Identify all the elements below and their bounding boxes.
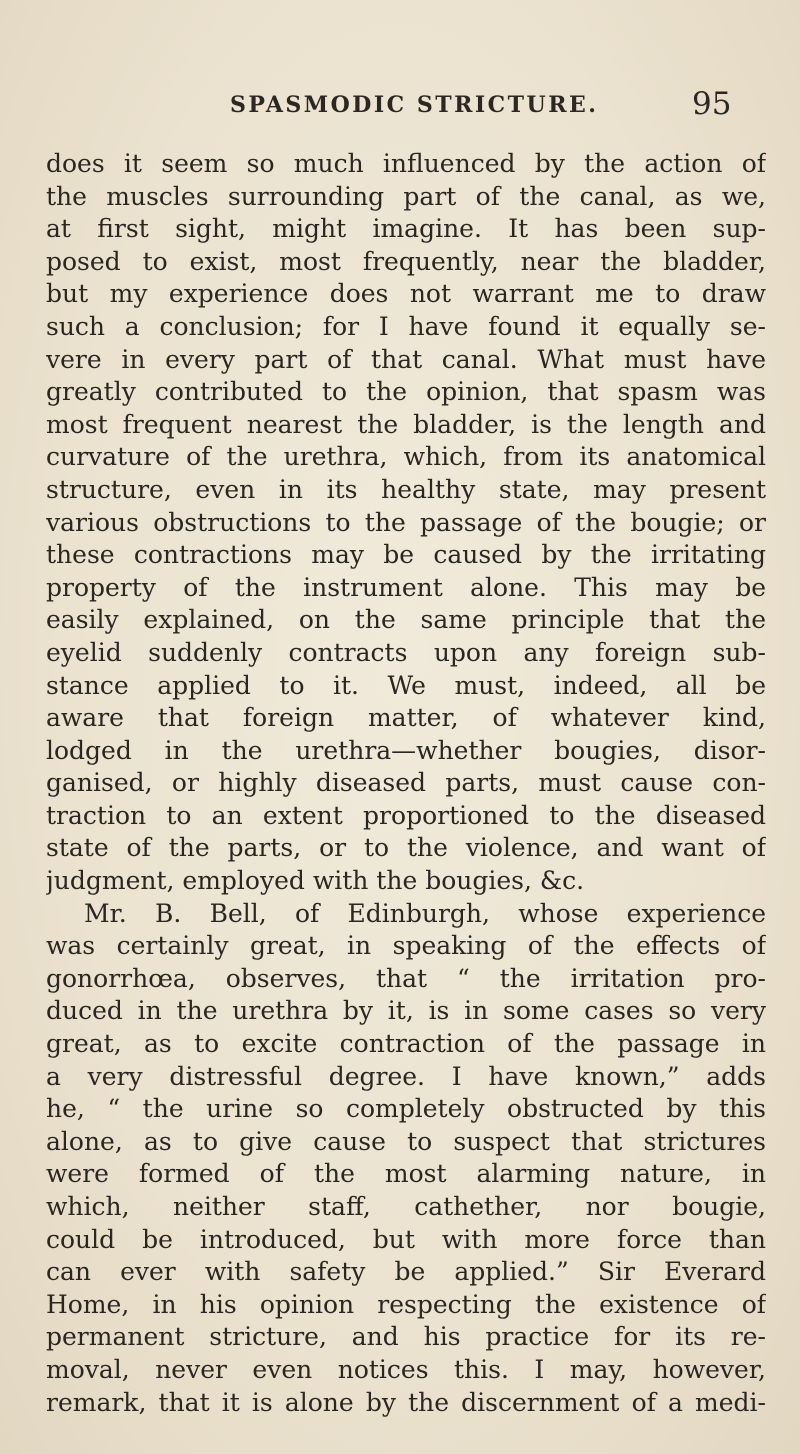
- text-line: could be introduced, but with more force than: [46, 1224, 766, 1254]
- text-line: the muscles surrounding part of the canal, as we,: [46, 181, 766, 211]
- text-line: aware that foreign matter, of whatever kind,: [46, 703, 766, 733]
- text-line: easily explained, on the same principle that the: [46, 605, 766, 635]
- text-line: moval, never even notices this. I may, however,: [46, 1354, 766, 1384]
- text-line: great, as to excite contraction of the passage in: [46, 1029, 766, 1059]
- text-line: alone, as to give cause to suspect that strictures: [46, 1126, 766, 1156]
- text-line: property of the instrument alone. This may be: [46, 572, 766, 602]
- text-line: such a conclusion; for I have found it equally se-: [46, 311, 766, 341]
- text-line: ganised, or highly diseased parts, must cause con-: [46, 768, 766, 798]
- text-line: but my experience does not warrant me to draw: [46, 279, 766, 309]
- text-line: does it seem so much influenced by the action of: [46, 149, 766, 178]
- text-line: eyelid suddenly contracts upon any foreign sub-: [46, 637, 766, 667]
- text-line: state of the parts, or to the violence, and want of: [46, 833, 766, 863]
- text-line: duced in the urethra by it, is in some cases so very: [46, 996, 766, 1026]
- paragraph-start-line: Mr. B. Bell, of Edinburgh, whose experience: [84, 898, 766, 928]
- text-line: which, neither staff, cathether, nor bougie,: [46, 1192, 766, 1221]
- text-line: were formed of the most alarming nature, in: [46, 1159, 766, 1189]
- text-line: lodged in the urethra—whether bougies, disor-: [46, 735, 766, 765]
- text-line: various obstructions to the passage of the bougie; or: [46, 507, 766, 537]
- text-line: traction to an extent proportioned to the diseased: [46, 800, 766, 830]
- text-line: was certainly great, in speaking of the effects of: [46, 931, 766, 961]
- text-line: at first sight, might imagine. It has been sup-: [46, 214, 766, 244]
- body-text: [46, 148, 766, 1419]
- text-line: he, “ the urine so completely obstructed by this: [46, 1094, 766, 1124]
- text-line: vere in every part of that canal. What must have: [46, 344, 766, 374]
- text-line: stance applied to it. We must, indeed, all be: [46, 670, 766, 700]
- text-line: can ever with safety be applied.” Sir Everard: [46, 1257, 766, 1287]
- paragraph-end-line: judgment, employed with the bougies, &c.: [46, 866, 585, 896]
- text-line: these contractions may be caused by the irritating: [46, 540, 766, 570]
- text-line: a very distressful degree. I have known,” adds: [46, 1061, 766, 1091]
- text-line: remark, that it is alone by the discernment of a medi-: [46, 1387, 766, 1417]
- text-line: greatly contributed to the opinion, that spasm was: [46, 377, 766, 407]
- text-line: Home, in his opinion respecting the existence of: [46, 1289, 766, 1319]
- text-line: structure, even in its healthy state, may present: [46, 474, 766, 504]
- running-head: [0, 86, 800, 126]
- text-line: posed to exist, most frequently, near the bladder,: [46, 246, 766, 276]
- page-number: 95: [692, 86, 732, 122]
- text-line: gonorrhœa, observes, that “ the irritation pro-: [46, 963, 766, 993]
- running-title: SPASMODIC STRICTURE.: [230, 92, 599, 118]
- text-line: most frequent nearest the bladder, is the length and: [46, 409, 766, 439]
- text-line: curvature of the urethra, which, from its anatomical: [46, 442, 766, 472]
- text-line: permanent stricture, and his practice for its re-: [46, 1322, 766, 1352]
